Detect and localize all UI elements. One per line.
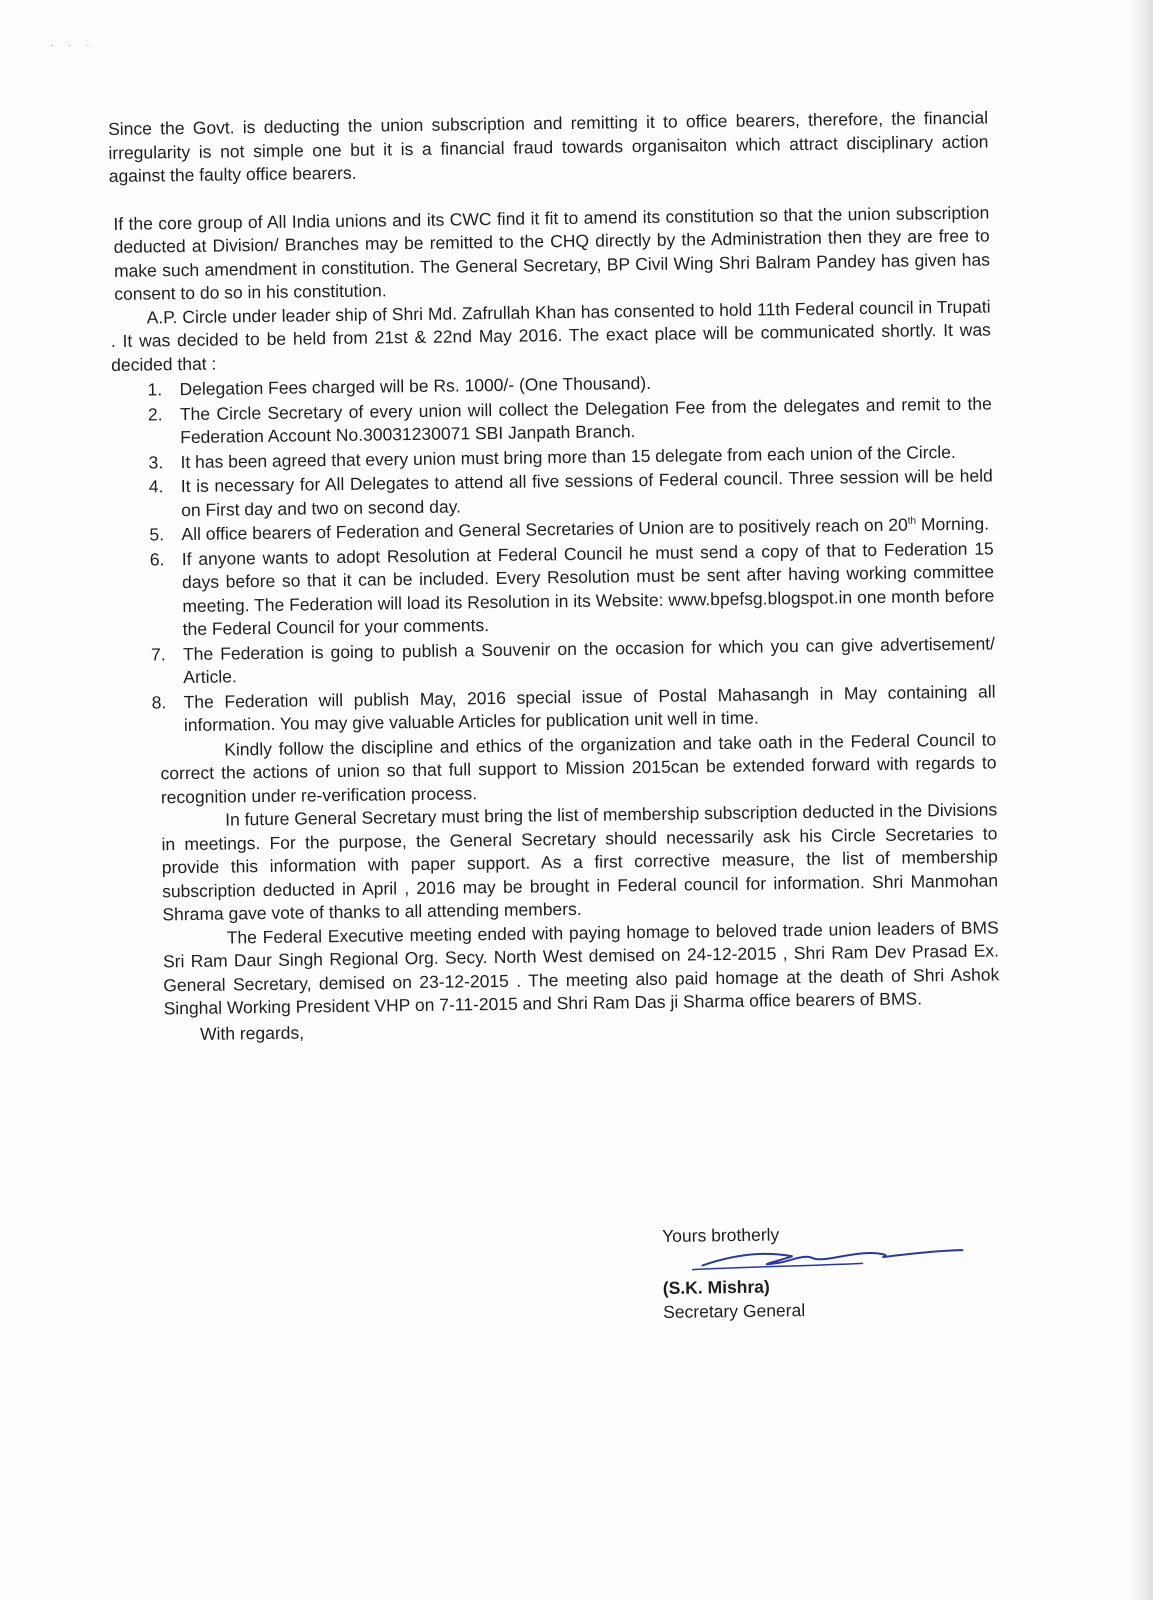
list-item <box>150 537 995 642</box>
list-item-number: 4. <box>148 476 164 497</box>
list-item-number: 6. <box>149 548 165 569</box>
signature-salutation: Yours brotherly <box>662 1224 780 1246</box>
list-item-number: 3. <box>148 451 164 472</box>
closing-paragraphs <box>116 728 1000 1021</box>
paragraph-federal-council: A.P. Circle under leader ship of Shri Md. Zafrullah Khan has consented to hold 11th Federal council in Trupati . It was decided to be held from 21st & 22nd May 2016. The exact place will be communicated shortly. It was decided that : <box>110 295 991 375</box>
list-item-text: The Federation is going to publish a Souvenir on the occasion for which you can give advertisement/ Article. <box>182 632 996 688</box>
list-item-text-end: Morning. <box>915 513 990 535</box>
list-item-number: 8. <box>151 691 167 712</box>
letter-body <box>108 106 1000 1046</box>
closing-regards: With regards, <box>199 1022 305 1044</box>
list-item-number: 2. <box>147 403 163 425</box>
paragraph-homage: The Federal Executive meeting ended with paying homage to beloved trade union leaders of BMS Sri Ram Daur Singh Regional Org. Secy. North West demised on 24-12-2015 , Shri Ram Dev Prasad Ex. General Secretary, demised on 23-12-2015 . The meeting also paid homage at the death of Shri Ashok Singhal Working President VHP on 7-11-2015 and Shri Ram Das ji Sharma office bearers of BMS. <box>162 916 1000 1019</box>
signature-block <box>662 1220 983 1324</box>
list-item-number: 1. <box>147 379 163 400</box>
list-item-number: 7. <box>150 643 166 664</box>
scan-shadow-edge <box>1129 0 1153 1600</box>
signature-scribble-icon <box>662 1244 982 1278</box>
list-item-text: It is necessary for All Delegates to attend all five sessions of Federal council. Three session will be held on First day and two on second day. <box>180 465 993 520</box>
ordinal-superscript: th <box>907 515 917 527</box>
paragraph-subscription-fraud: Since the Govt. is deducting the union subscription and remitting it to office bearers, therefore, the financial irregularity is not simple one but it is a financial fraud towards organisaiton which attract disciplinary action against the faulty office bearers. <box>108 107 989 186</box>
list-item-number: 5. <box>149 524 165 545</box>
list-item-text-start: All office bearers of Federation and General Secretaries of Union are to positively reach on 20 <box>181 514 908 545</box>
paragraph-constitution-amendment: If the core group of All India unions and its CWC find it fit to amend its constitution so that the union subscription deducted at Division/ Branches may be remitted to the CHQ directly by the Administration then they are free to make such amendment in constitution. The General Secretary, BP Civil Wing Shri Balram Pandey has given has consent to do so in his constitution. <box>113 201 991 304</box>
paragraph-discipline: Kindly follow the discipline and ethics of the organization and take oath in the Federal Council to correct the actions of union so that full support to Mission 2015can be extended forward with regards to recognition under re-verification process. <box>160 728 997 807</box>
paragraph-membership-list: In future General Secretary must bring the list of membership subscription deducted in the Divisions in meetings. For the purpose, the General Secretary should necessarily ask his Circle Secretaries to provide this information with paper support. As a first corrective measure, the list of membership subscription deducted in April , 2016 may be brought in Federal council for information. Shri Manmohan Shrama gave vote of thanks to all attending members. <box>161 799 999 925</box>
list-item-text: The Federation will publish May, 2016 special issue of Postal Mahasangh in May containing all information. You may give valuable Articles for publication unit well in time. <box>183 680 996 736</box>
signatory-name: (S.K. Mishra) <box>662 1276 770 1298</box>
list-item-text: The Circle Secretary of every union will collect the Delegation Fee from the delegates and remit to the Federation Account No.30031230071 SBI Janpath Branch. <box>179 392 992 448</box>
handwritten-signature <box>662 1244 982 1276</box>
decision-list <box>111 367 996 738</box>
signatory-designation: Secretary General <box>663 1300 806 1322</box>
list-item-text: It has been agreed that every union must bring more than 15 delegate from each union of the Circle. <box>180 441 956 472</box>
scan-specks: · · · <box>50 40 96 51</box>
list-item-text: Delegation Fees charged will be Rs. 1000/- (One Thousand). <box>179 372 652 400</box>
list-item-text: If anyone wants to adopt Resolution at Federal Council he must send a copy of that to Federation 15 days before so that it can be included. Every Resolution must be sent after having working committee meeting. The Federation will load its Resolution in its Website: www.bpefsg.blogspot.in one month before the Federal Council for your comments. <box>181 537 995 640</box>
